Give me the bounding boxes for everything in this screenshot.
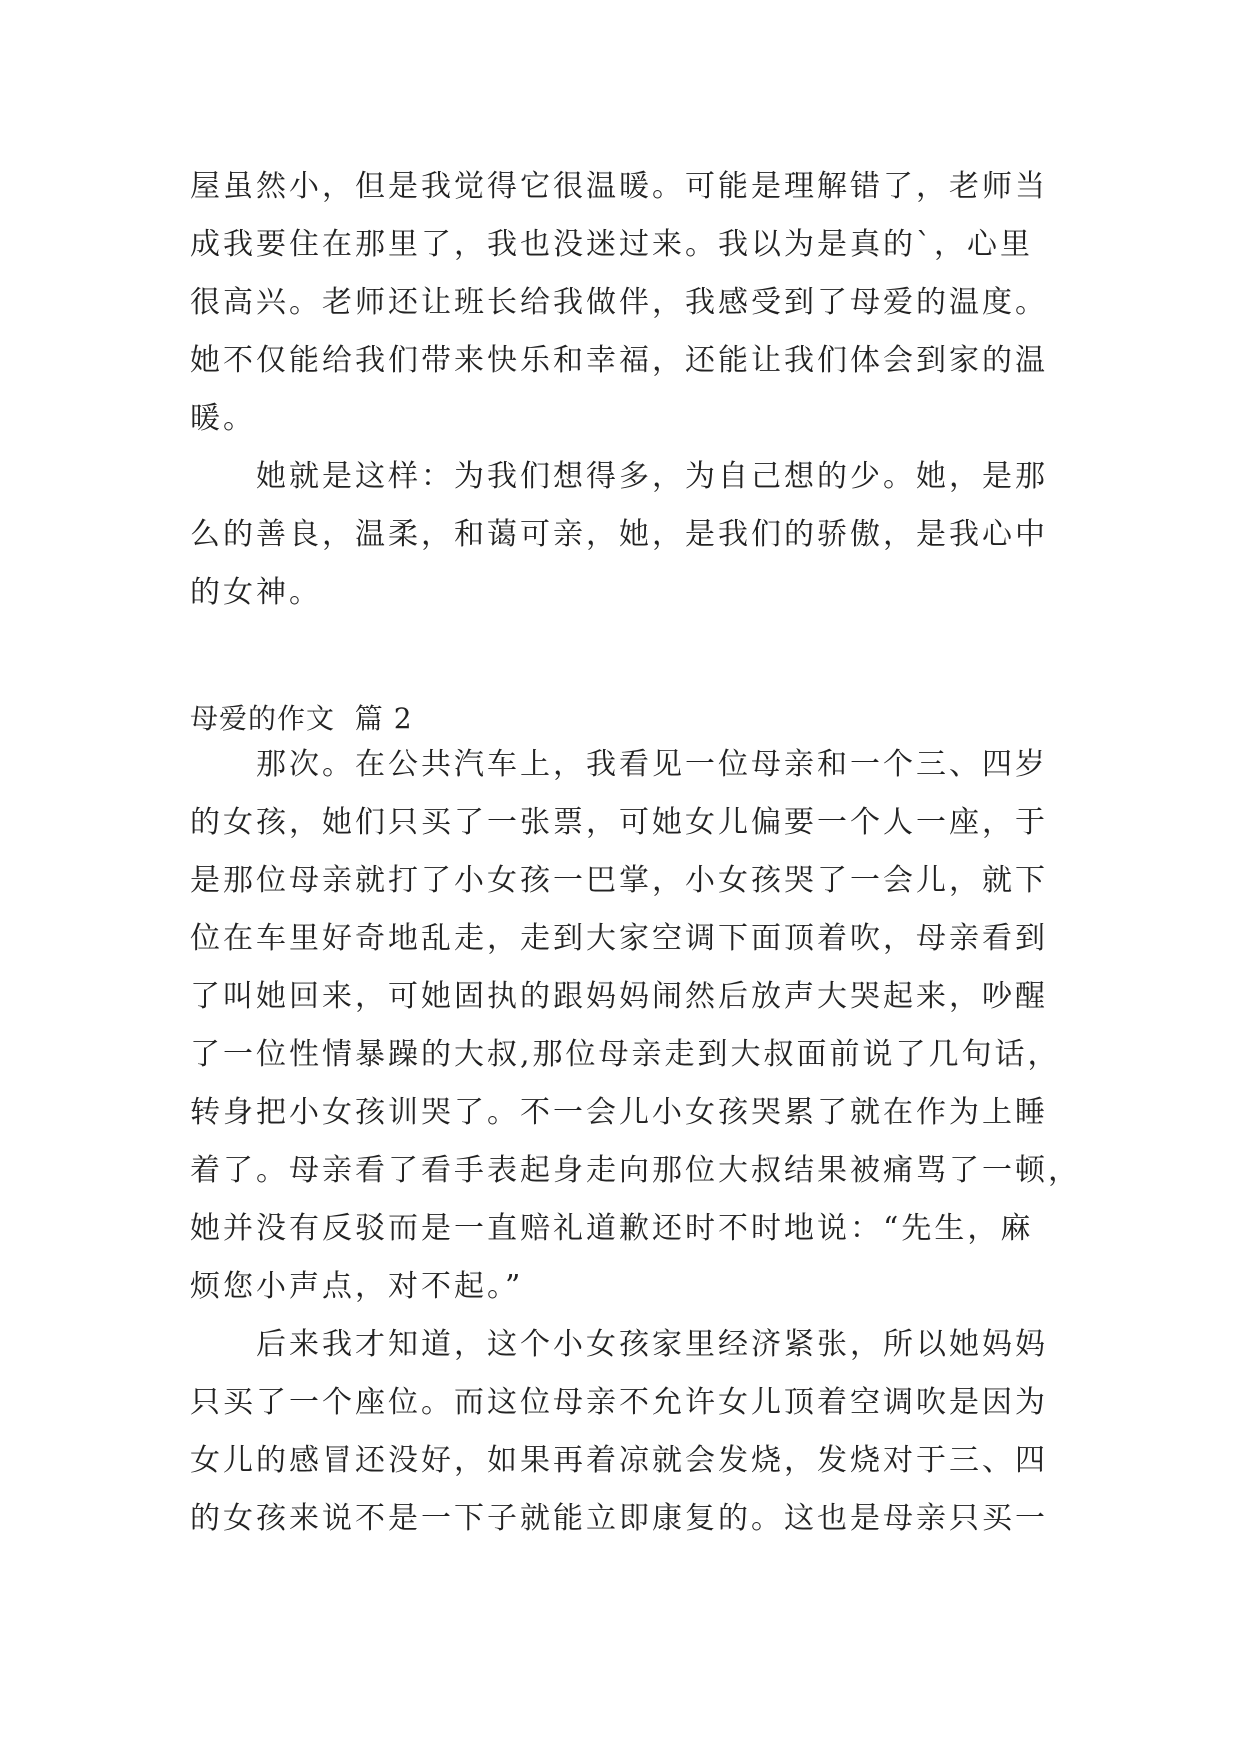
paragraph-line: 屋虽然小，但是我觉得它很温暖。可能是理解错了，老师当 bbox=[190, 169, 1048, 204]
paragraph-line: 那次。在公共汽车上，我看见一位母亲和一个三、四岁 bbox=[190, 747, 1048, 782]
paragraph-line: 着了。母亲看了看手表起身走向那位大叔结果被痛骂了一顿， bbox=[190, 1153, 1081, 1188]
paragraph-line: 的女神。 bbox=[190, 575, 322, 610]
paragraph-line: 她就是这样：为我们想得多，为自己想的少。她，是那 bbox=[190, 459, 1048, 494]
essay-continuation bbox=[190, 158, 1070, 622]
paragraph-line: 的女孩，她们只买了一张票，可她女儿偏要一个人一座，于 bbox=[190, 805, 1048, 840]
paragraph-line: 成我要住在那里了，我也没迷过来。我以为是真的`，心里 bbox=[190, 227, 1033, 262]
paragraph-line: 位在车里好奇地乱走，走到大家空调下面顶着吹，母亲看到 bbox=[190, 921, 1048, 956]
paragraph-line: 是那位母亲就打了小女孩一巴掌，小女孩哭了一会儿，就下 bbox=[190, 863, 1048, 898]
paragraph-line: 了叫她回来，可她固执的跟妈妈闹然后放声大哭起来，吵醒 bbox=[190, 979, 1048, 1014]
paragraph-line: 烦您小声点，对不起。” bbox=[190, 1269, 524, 1304]
paragraph-line: 么的善良，温柔，和蔼可亲，她，是我们的骄傲，是我心中 bbox=[190, 517, 1048, 552]
paragraph-line: 她并没有反驳而是一直赔礼道歉还时不时地说：“先生，麻 bbox=[190, 1211, 1034, 1246]
paragraph-line: 女儿的感冒还没好，如果再着凉就会发烧，发烧对于三、四 bbox=[190, 1443, 1048, 1478]
essay-section-2 bbox=[190, 736, 1081, 1548]
paragraph-line: 后来我才知道，这个小女孩家里经济紧张，所以她妈妈 bbox=[190, 1327, 1048, 1362]
paragraph-line: 了一位性情暴躁的大叔,那位母亲走到大叔面前说了几句话， bbox=[190, 1037, 1061, 1072]
section-heading: 母爱的作文 篇 2 bbox=[190, 702, 413, 735]
paragraph-line: 只买了一个座位。而这位母亲不允许女儿顶着空调吹是因为 bbox=[190, 1385, 1048, 1420]
paragraph-line: 很高兴。老师还让班长给我做伴，我感受到了母爱的温度。 bbox=[190, 285, 1048, 320]
paragraph-line: 转身把小女孩训哭了。不一会儿小女孩哭累了就在作为上睡 bbox=[190, 1095, 1048, 1130]
paragraph-line: 的女孩来说不是一下子就能立即康复的。这也是母亲只买一 bbox=[190, 1501, 1048, 1536]
paragraph-line: 她不仅能给我们带来快乐和幸福，还能让我们体会到家的温 bbox=[190, 343, 1048, 378]
paragraph-line: 暖。 bbox=[190, 401, 256, 436]
